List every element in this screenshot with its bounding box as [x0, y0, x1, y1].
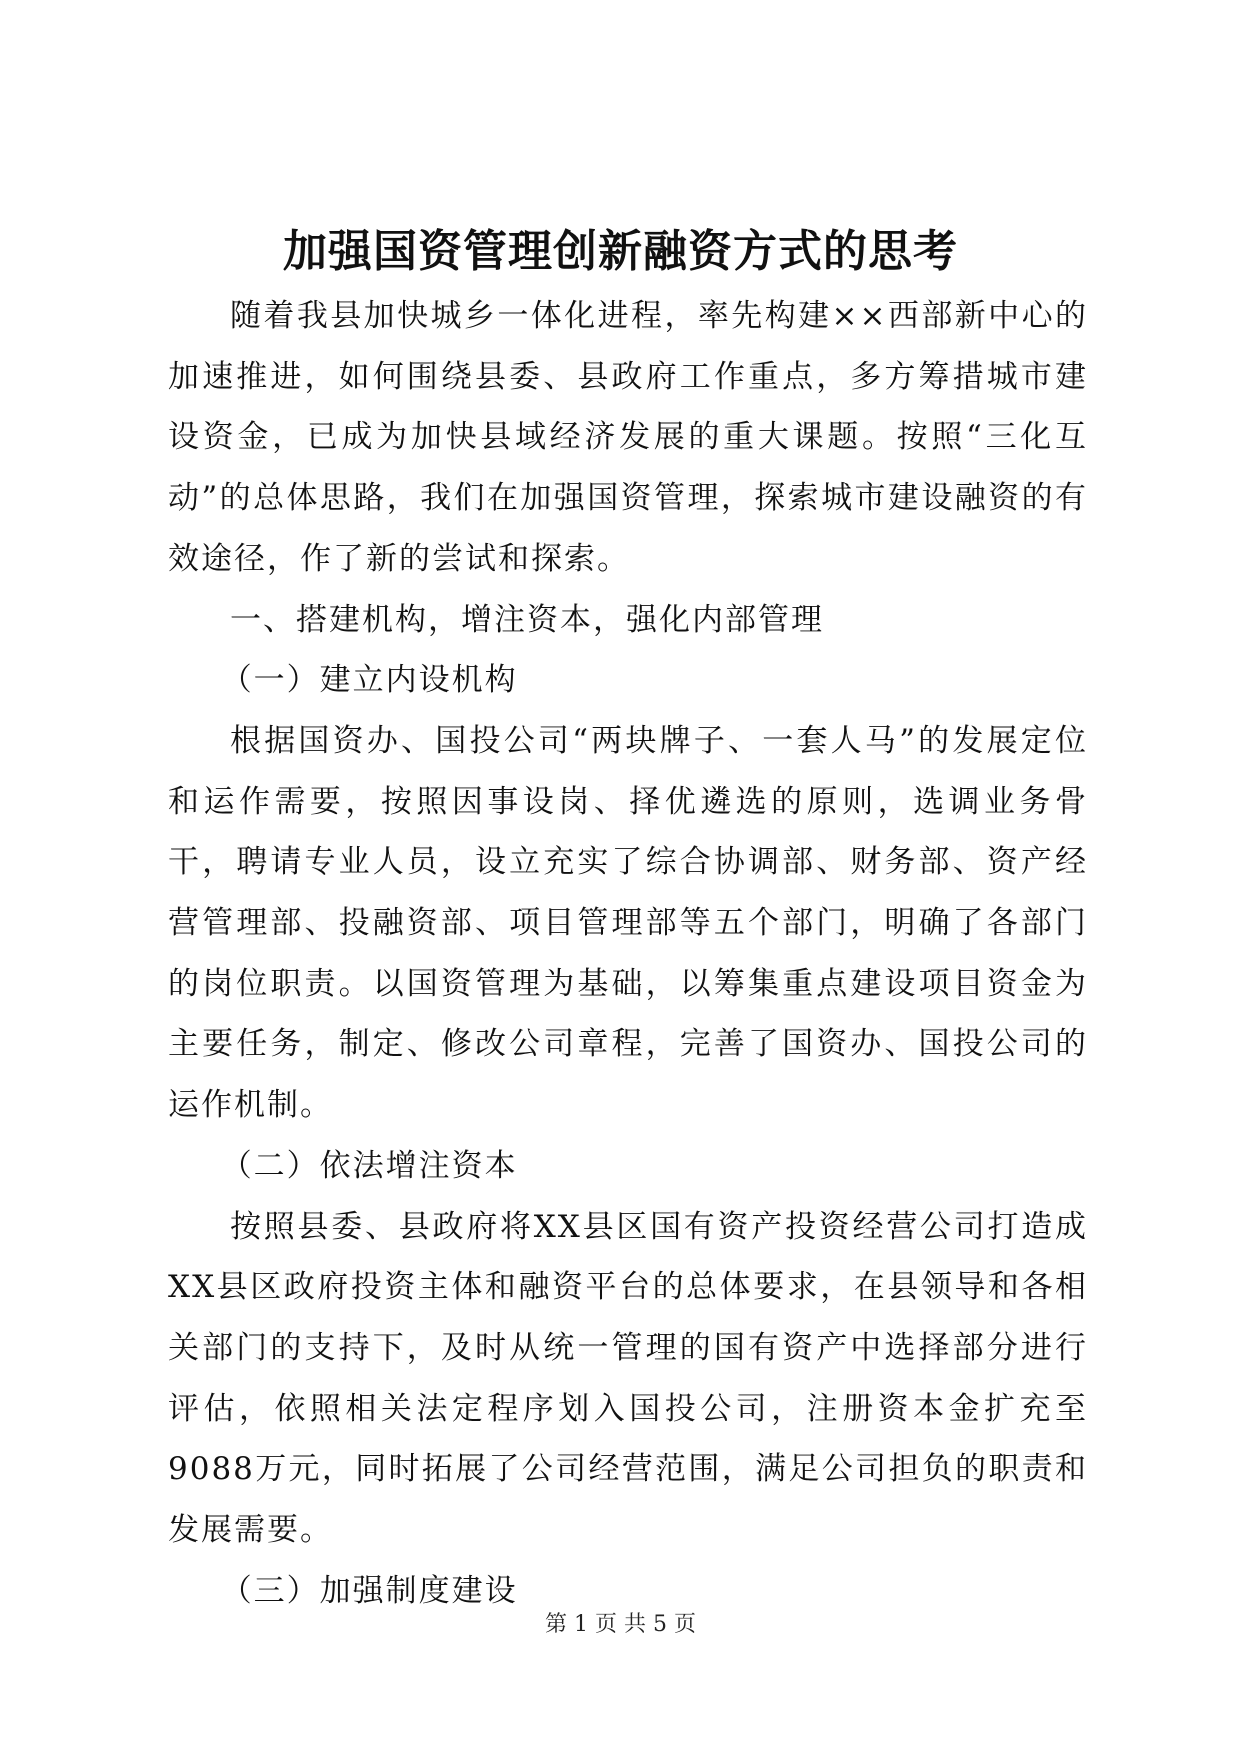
document-body — [168, 286, 1088, 1621]
paragraph-capital-increase: 按照县委、县政府将XX县区国有资产投资经营公司打造成XX县区政府投资主体和融资平台的总体要求，在县领导和各相关部门的支持下，及时从统一管理的国有资产中选择部分进行评估，依照相关法定程序划入国投公司，注册资本金扩充至9088万元，同时拓展了公司经营范围，满足公司担负的职责和发展需要。 — [168, 1208, 1088, 1549]
subsection-heading-3: （三）加强制度建设 — [220, 1572, 518, 1609]
paragraph-intro: 随着我县加快城乡一体化进程，率先构建××西部新中心的加速推进，如何围绕县委、县政府工作重点，多方筹措城市建设资金，已成为加快县域经济发展的重大课题。按照“三化互动”的总体思路，我们在加强国资管理，探索城市建设融资的有效途径，作了新的尝试和探索。 — [168, 298, 1088, 577]
page-footer: 第 1 页 共 5 页 — [545, 1612, 696, 1637]
subsection-heading-1: （一）建立内设机构 — [220, 662, 518, 699]
subsection-heading-2: （二）依法增注资本 — [220, 1147, 518, 1184]
paragraph-internal-structure: 根据国资办、国投公司“两块牌子、一套人马”的发展定位和运作需要，按照因事设岗、择优遴选的原则，选调业务骨干，聘请专业人员，设立充实了综合协调部、财务部、资产经营管理部、投融资部、项目管理部等五个部门，明确了各部门的岗位职责。以国资管理为基础，以筹集重点建设项目资金为主要任务，制定、修改公司章程，完善了国资办、国投公司的运作机制。 — [168, 722, 1088, 1124]
section-heading-1: 一、搭建机构，增注资本，强化内部管理 — [230, 601, 824, 638]
document-title: 加强国资管理创新融资方式的思考 — [283, 226, 958, 277]
